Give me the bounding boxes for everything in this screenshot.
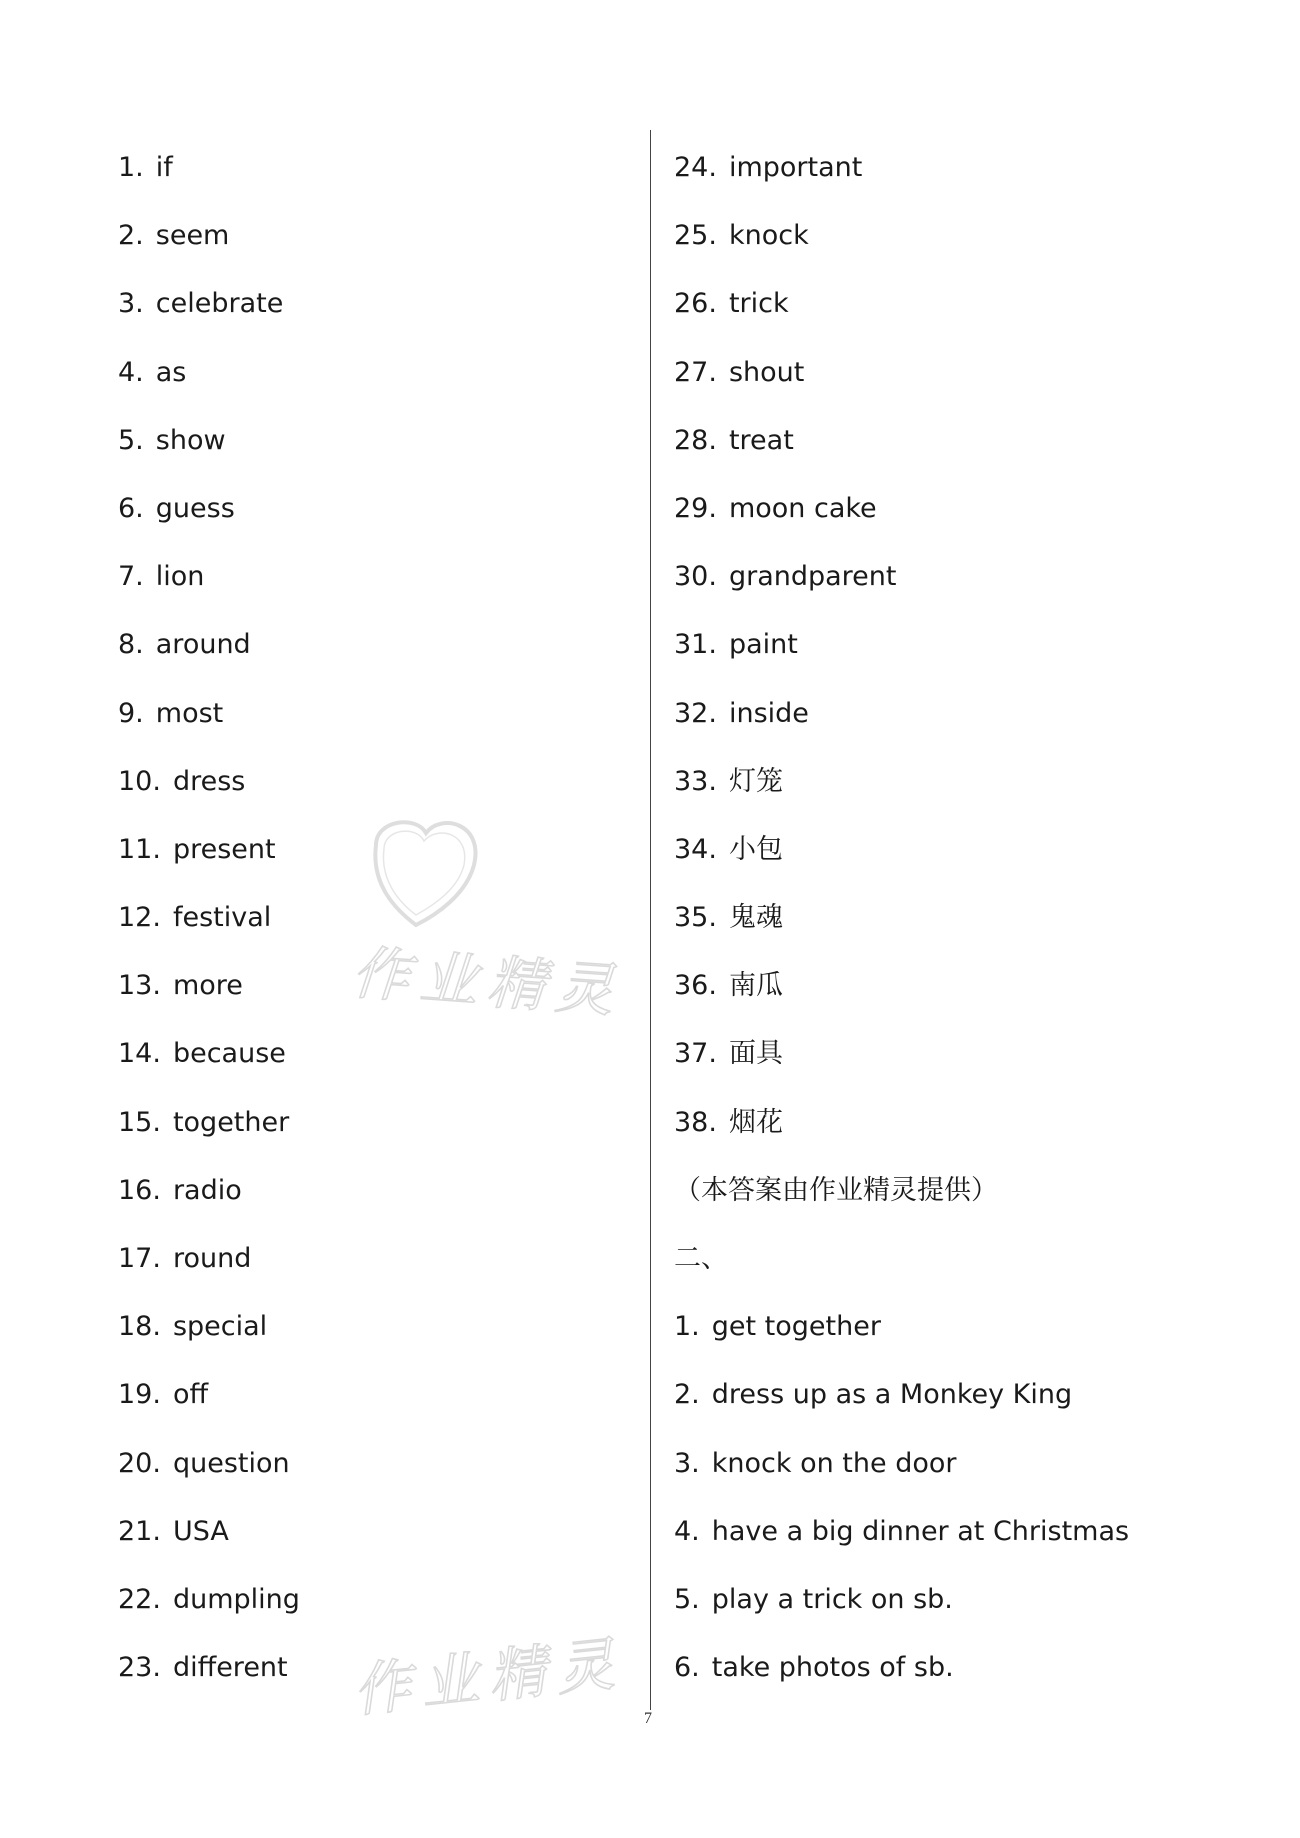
list-item: 30. grandparent bbox=[674, 561, 897, 593]
list-item: 34. 小包 bbox=[674, 833, 783, 865]
list-item: 38. 烟花 bbox=[674, 1106, 783, 1138]
list-item: 8. around bbox=[118, 629, 251, 661]
list-item: 35. 鬼魂 bbox=[674, 902, 783, 934]
list-item: 2. seem bbox=[118, 220, 230, 252]
list-item: 11. present bbox=[118, 833, 276, 865]
list-item: 3. knock on the door bbox=[674, 1447, 957, 1479]
list-item: 6. guess bbox=[118, 492, 235, 524]
list-item: 22. dumpling bbox=[118, 1583, 300, 1615]
section-heading: 二、 bbox=[674, 1243, 728, 1274]
list-item: 14. because bbox=[118, 1038, 286, 1070]
list-item: 1. get together bbox=[674, 1311, 881, 1343]
list-item: 25. knock bbox=[674, 220, 809, 252]
source-note: （本答案由作业精灵提供） bbox=[674, 1174, 998, 1206]
list-item: 23. different bbox=[118, 1652, 288, 1684]
list-item: 10. dress bbox=[118, 765, 246, 797]
column-divider bbox=[650, 130, 651, 1710]
list-item: 12. festival bbox=[118, 902, 272, 934]
list-item: 7. lion bbox=[118, 561, 205, 593]
list-item: 5. show bbox=[118, 424, 226, 456]
list-item: 4. have a big dinner at Christmas bbox=[674, 1515, 1130, 1547]
watermark-text: 作业精灵 bbox=[349, 1628, 628, 1726]
list-item: 3. celebrate bbox=[118, 288, 284, 320]
list-item: 6. take photos of sb. bbox=[674, 1652, 954, 1684]
list-item: 36. 南瓜 bbox=[674, 970, 783, 1002]
list-item: 24. important bbox=[674, 152, 863, 183]
list-item: 9. most bbox=[118, 697, 224, 729]
list-item: 4. as bbox=[118, 356, 187, 388]
list-item: 5. play a trick on sb. bbox=[674, 1583, 953, 1615]
list-item: 20. question bbox=[118, 1447, 290, 1479]
list-item: 26. trick bbox=[674, 288, 789, 320]
list-item: 17. round bbox=[118, 1243, 252, 1274]
list-item: 2. dress up as a Monkey King bbox=[674, 1379, 1073, 1411]
list-item: 16. radio bbox=[118, 1174, 242, 1206]
list-item: 29. moon cake bbox=[674, 492, 877, 524]
list-item: 37. 面具 bbox=[674, 1038, 783, 1070]
right-column bbox=[674, 140, 1234, 1708]
list-item: 31. paint bbox=[674, 629, 798, 661]
page-number: 7 bbox=[644, 1710, 652, 1727]
list-item: 1. if bbox=[118, 152, 173, 183]
list-item: 27. shout bbox=[674, 356, 805, 388]
list-item: 13. more bbox=[118, 970, 243, 1002]
watermark-text: 作业精灵 bbox=[349, 938, 626, 1026]
list-item: 28. treat bbox=[674, 424, 794, 456]
list-item: 32. inside bbox=[674, 697, 809, 729]
left-column bbox=[118, 140, 638, 1708]
list-item: 18. special bbox=[118, 1311, 268, 1343]
list-item: 15. together bbox=[118, 1106, 290, 1138]
list-item: 19. off bbox=[118, 1379, 209, 1411]
list-item: 21. USA bbox=[118, 1515, 229, 1547]
list-item: 33. 灯笼 bbox=[674, 765, 783, 797]
